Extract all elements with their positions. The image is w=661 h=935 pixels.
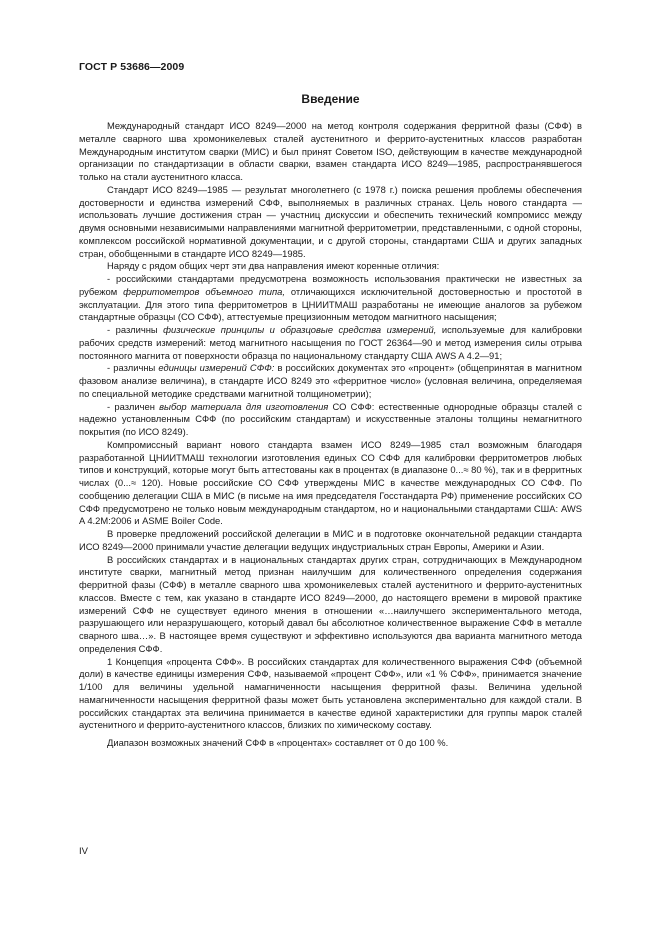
list-item-emphasis: ферритометров объемного типа,	[123, 285, 285, 297]
list-item-text: в российских документах это «процент» (общепринятая в магнитном фазовом анализе величина), в стандарте ИСО 8249 это «ферритное число» (условная величина, определяемая по специальной методике средствами магнитной толщинометрии);	[79, 362, 582, 399]
page-number: IV	[79, 846, 88, 857]
paragraph-standard-history: Стандарт ИСО 8249—1985 — результат многолетнего (с 1978 г.) поиска решения проблемы обеспечения достоверности и единства измерений СФФ, выполняемых в различных странах. Цель нового стандарта — использовать лучшие достижения стран — участниц дискуссии и обеспечить технический компромисс между двумя основными независимыми направлениями магнитной ферритометрии, представленными, с одной стороны, комплексом российской нормативной документации, и с другой стороны, стандартами США и других западных стран, обобщенными в стандарте ИСО 8249—1985.	[79, 183, 582, 259]
introduction-body	[79, 120, 582, 750]
paragraph-intro-standard: Международный стандарт ИСО 8249—2000 на метод контроля содержания ферритной фазы (СФФ) в металле сварного шва хромоникелевых сталей аустенитного и феррито-аустенитных классов разработан Международным институтом сварки (МИС) и был принят Советом ISO, действующим в качестве международной организации по стандартизации в области сварки, взамен стандарта ИСО 8249—1985, распространявшегося только на стали аустенитного класса.	[79, 120, 582, 182]
list-item-physical-principles	[79, 324, 582, 362]
list-item-material-choice	[79, 401, 582, 439]
list-item-text: - различны	[107, 362, 159, 374]
paragraph-delegations: В проверке предложений российской делегации в МИС и в подготовке окончательной редакции стандарта ИСО 8249—2000 принимали участие делегации ведущих индустриальных стран Европы, Америки и Азии.	[79, 528, 582, 552]
list-item-text: отличающихся исключительной достоверностью и простотой в эксплуатации. Для этого типа ферритометров в ЦНИИТМАШ разработаны не имеющие аналогов за рубежом стандартные образцы (СО СФФ), аттестуемые прецизионным методом магнитного насыщения;	[79, 285, 582, 323]
list-item-units	[79, 362, 582, 400]
list-item-text: - российскими стандартами предусмотрена возможность использования практически не известных за рубежом	[79, 273, 582, 297]
paragraph-compromise: Компромиссный вариант нового стандарта взамен ИСО 8249—1985 стал возможным благодаря разработанной ЦНИИТМАШ технологии изготовления единых СО СФФ для калибровки ферритометров любых типов и конструкций, которые могут быть аттестованы как в процентах (в диапазоне 0...≈ 80 %), так и в ферритных числах (0...≈ 120). Новые российские СО СФФ утверждены МИС в качестве международных СО СФФ. По сообщению делегации США в МИС (в письме на имя председателя Госстандарта РФ) применение российских СО СФФ предусмотрено не только новым международным стандартом, но и национальными стандартами США: AWS A 4.2M:2006 и ASME Boiler Code.	[79, 438, 582, 527]
section-title: Введение	[301, 92, 360, 106]
list-item-text: используемые для калибровки рабочих средств измерений: метод магнитного насыщения по ГОСТ 26364—90 и метод измерения силы отрыва постоянного магнита от поверхности образца по национальному стандарту США AWS A 4.2—91;	[79, 324, 582, 361]
list-item-emphasis: единицы измерений СФФ:	[158, 362, 275, 374]
paragraph-magnetic-method: В российских стандартах и в национальных стандартах других стран, сотрудничающих в Международном институте сварки, магнитный метод признан наилучшим для количественного определения содержания ферритной фазы (СФФ) в металле сварного шва хромоникелевых сталей аустенитного и феррито-аустенитных классов. Вместе с тем, как указано в стандарте ИСО 8249—2000, до настоящего времени в мировой практике измерений СФФ не существует единого мнения в отношении «…наилучшего экспериментального метода, разрушающего или неразрушающего, который давал бы абсолютное количественное выражение СФФ в металле сварного шва…». В настоящее время существуют и эффективно используются два варианта магнитного метода определения СФФ.	[79, 553, 582, 654]
paragraph-value-range: Диапазон возможных значений СФФ в «процентах» составляет от 0 до 100 %.	[107, 737, 449, 748]
list-item-text: СО СФФ: естественные однородные образцы сталей с надежно установленным СФФ (по российским стандартам) и искусственные эталоны толщины немагнитного покрытия (по ИСО 8249).	[79, 400, 582, 437]
list-item-text: - различны	[107, 324, 164, 335]
list-item-ferritometers	[79, 273, 582, 324]
paragraph-differences-intro: Наряду с рядом общих черт эти два направления имеют коренные отличия:	[107, 260, 440, 272]
paragraph-percent-concept: 1 Концепция «процента СФФ». В российских стандартах для количественного выражения СФФ (объемной доли) в качестве единицы измерения СФФ, называемой «процент СФФ», или «1 % СФФ», принимается значение 1/100 для величины удельной намагниченности насыщения ферритной фазы. Величина удельной намагниченности насыщения ферритной фазы может быть установлена экспериментально для каждой стали. В российских стандартах эта величина принимается в качестве единой характеристики для группы марок сталей аустенитного и феррито-аустенитного классов, близких по химическому составу.	[79, 655, 582, 731]
standard-id-header: ГОСТ Р 53686—2009	[79, 61, 185, 73]
list-item-emphasis: выбор материала для изготовления	[159, 400, 329, 412]
list-item-emphasis: физические принципы и образцовые средства измерений,	[163, 324, 437, 335]
list-item-text: - различен	[107, 400, 160, 412]
